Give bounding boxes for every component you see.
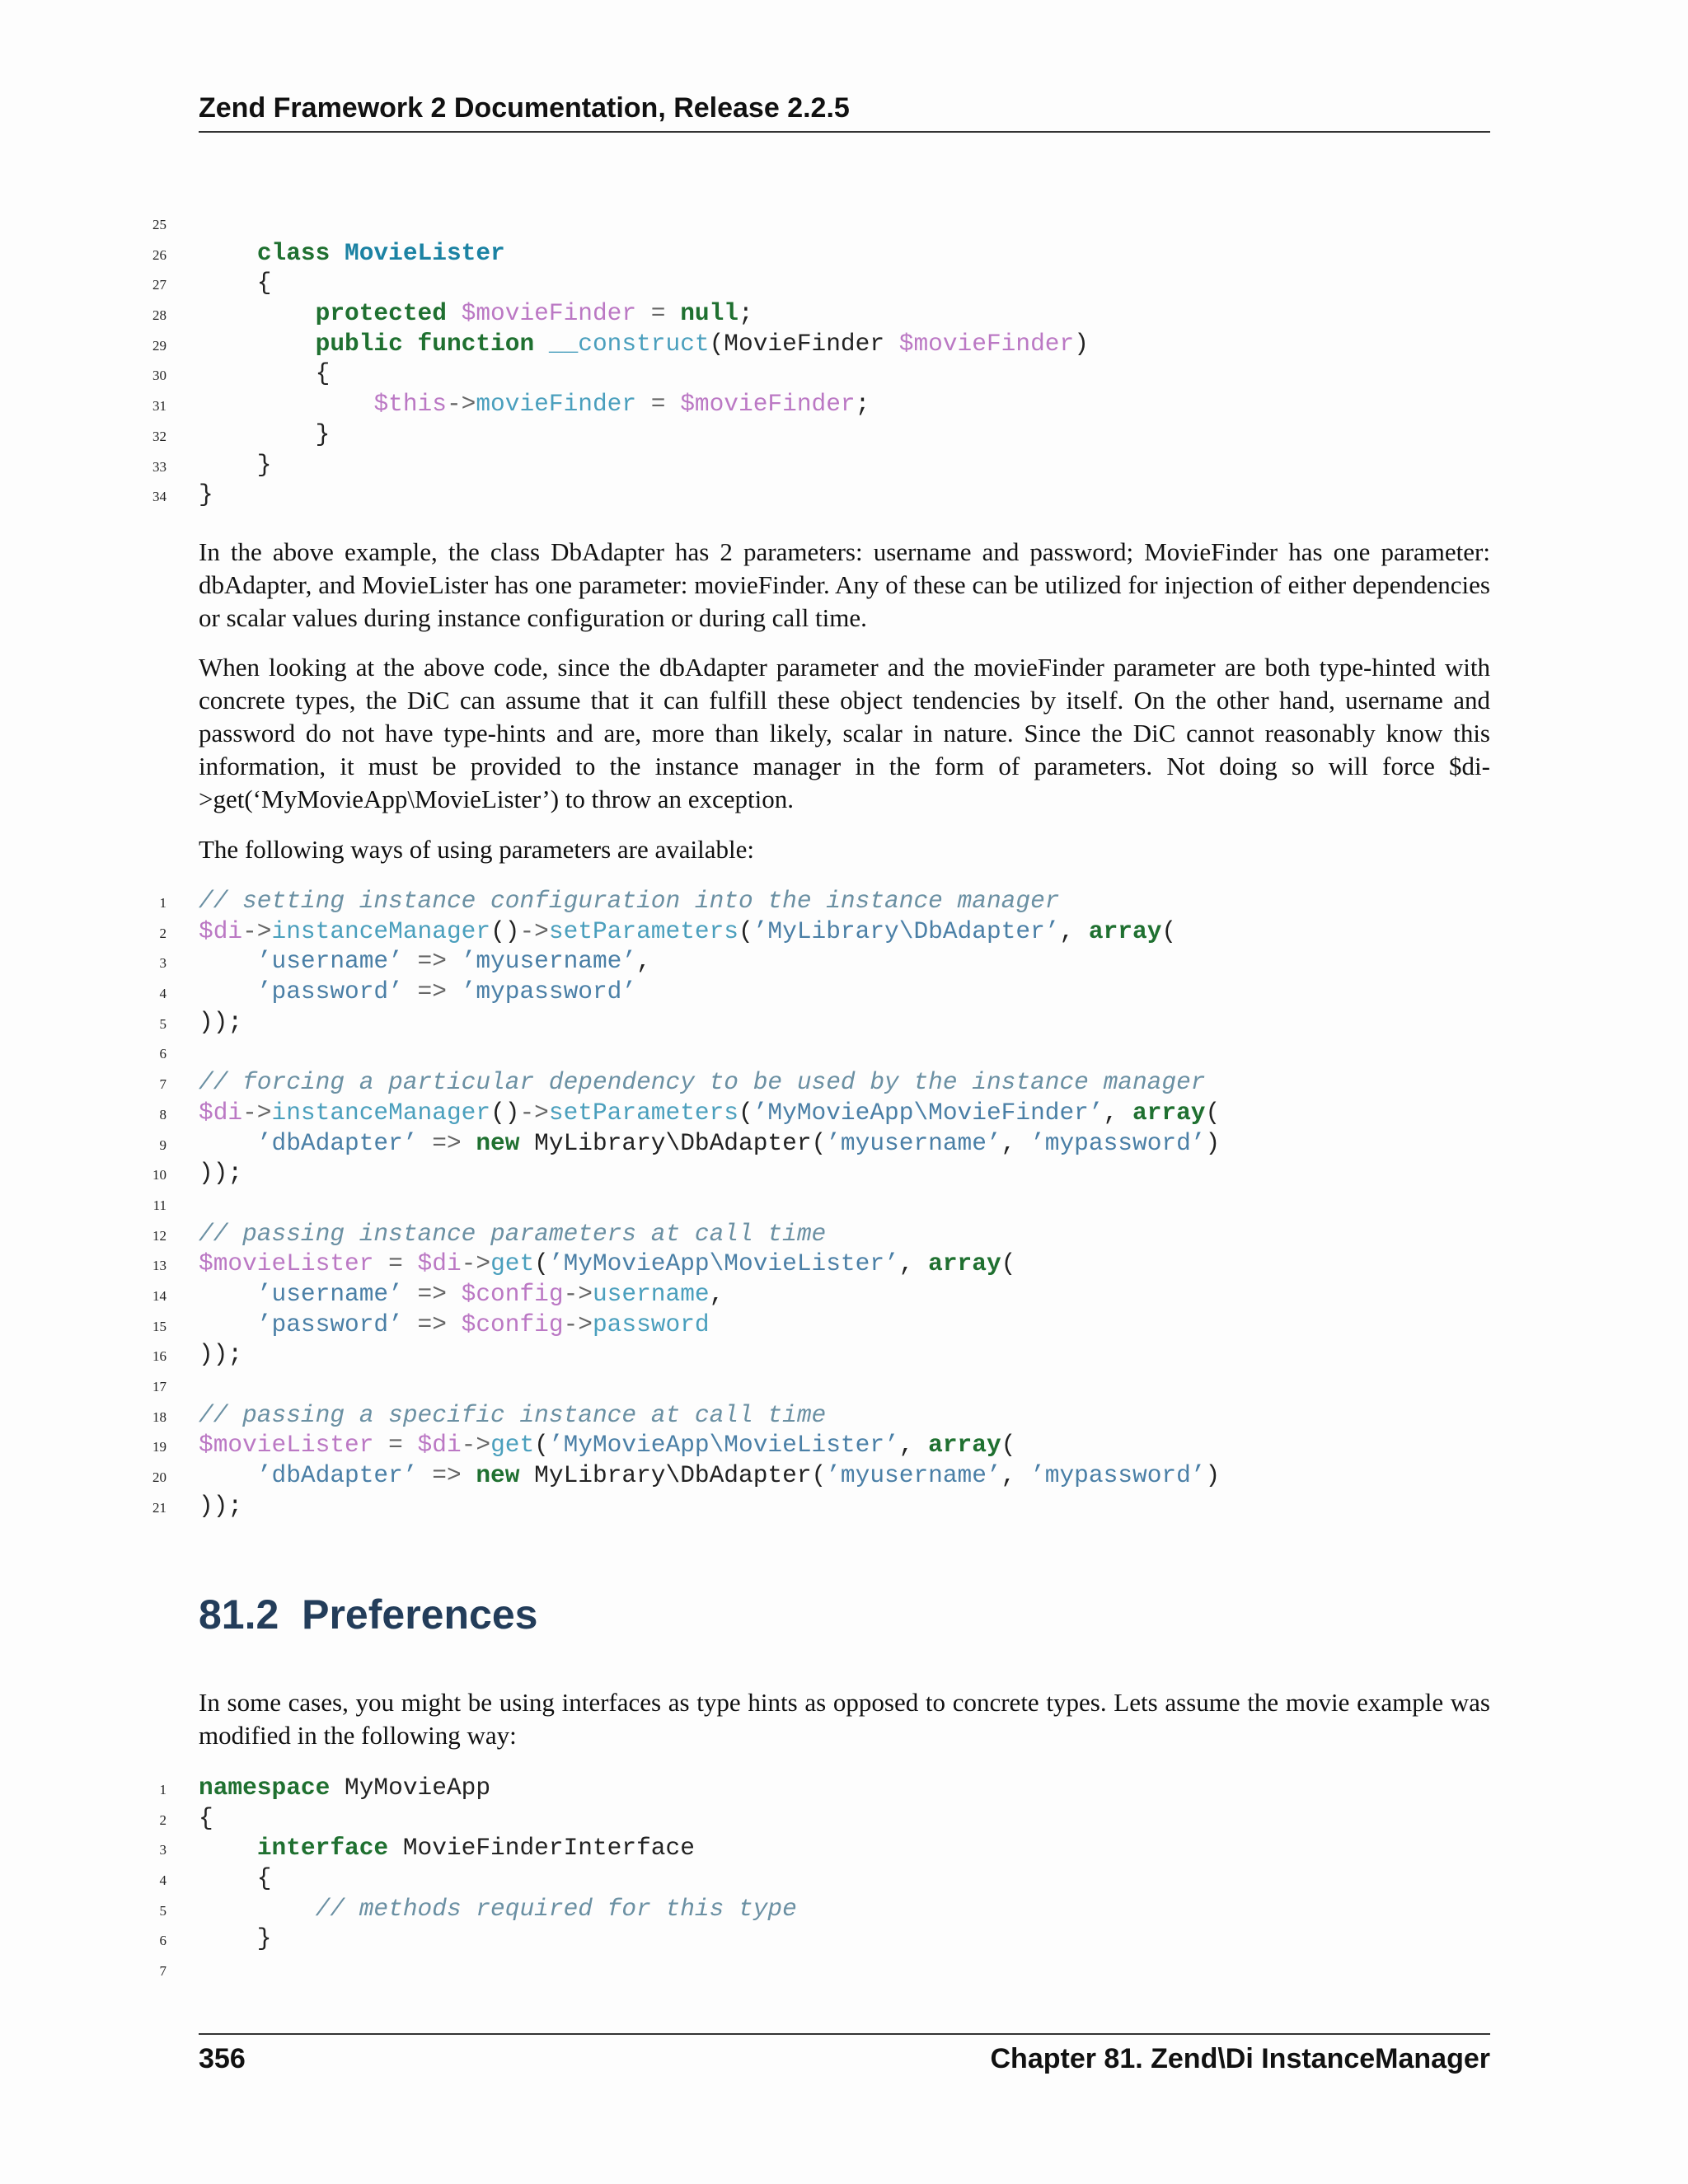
line-number: 19	[152, 1439, 166, 1455]
code-token: setParameters	[548, 916, 739, 945]
code-text	[199, 1924, 272, 1954]
code-token	[418, 1129, 433, 1157]
code-token: $movieFinder	[680, 390, 856, 419]
code-token: ,	[1001, 1461, 1031, 1490]
code-token	[462, 1129, 476, 1157]
code-line	[148, 1400, 827, 1431]
code-token: ’mypassword’	[1030, 1128, 1206, 1157]
line-number: 20	[152, 1469, 166, 1486]
code-text	[199, 1773, 490, 1803]
code-token: =	[388, 1431, 403, 1460]
code-token: ’MyMovieApp\MovieLister’	[548, 1249, 899, 1278]
line-number: 3	[159, 1842, 166, 1858]
code-line	[148, 268, 272, 298]
code-token: (	[738, 916, 753, 945]
code-token: =>	[432, 1461, 462, 1490]
code-line	[148, 946, 651, 977]
code-token	[403, 1431, 418, 1459]
code-token: ’password’	[256, 977, 403, 1006]
code-token: MovieFinderInterface	[388, 1834, 695, 1863]
code-text	[199, 1279, 724, 1310]
code-token	[403, 1249, 418, 1277]
section-number: 81.2	[199, 1591, 279, 1638]
code-token: get	[490, 1431, 535, 1460]
code-token: ->	[461, 1431, 491, 1460]
code-token: ’username’	[256, 1279, 403, 1308]
code-text	[199, 1339, 242, 1370]
code-token: new	[476, 1128, 520, 1157]
code-token: // passing instance parameters at call time	[199, 1219, 827, 1248]
code-token	[462, 1461, 476, 1489]
paragraph-parameters-intro: In the above example, the class DbAdapter has 2 parameters: username and password; MovieFinder has one parameter: dbAdapter, and MovieLister has one parameter: movieFinder. Any of these can be utilized for injection of either dependencies or scalar values during instance configuration or during call time.	[199, 537, 1490, 632]
code-line	[148, 1370, 166, 1400]
line-number: 10	[152, 1167, 166, 1183]
code-token	[199, 1895, 316, 1923]
code-line	[148, 298, 753, 329]
code-line	[148, 1863, 272, 1894]
code-text	[199, 1430, 1015, 1460]
code-token: ,	[709, 1279, 724, 1308]
code-text	[199, 916, 1176, 947]
code-token	[447, 947, 462, 975]
code-token: ’MyMovieApp\MovieLister’	[548, 1431, 899, 1460]
code-token	[447, 1310, 462, 1338]
code-line	[148, 977, 637, 1007]
code-token: ->	[519, 916, 549, 945]
code-line	[148, 1037, 166, 1067]
code-token: ,	[1001, 1128, 1031, 1157]
code-text	[199, 1894, 797, 1924]
code-text	[199, 389, 870, 419]
code-token	[666, 390, 681, 418]
running-header	[199, 92, 1490, 133]
code-line	[148, 389, 870, 419]
code-token: ->	[563, 1310, 593, 1338]
code-token	[403, 330, 418, 358]
code-token	[199, 947, 257, 975]
code-token	[636, 390, 651, 418]
line-number: 2	[159, 925, 166, 941]
code-token: =	[650, 390, 666, 419]
code-token: $di	[417, 1431, 462, 1460]
code-token: ;	[855, 390, 870, 419]
code-text	[199, 1249, 1015, 1279]
paragraph-type-hints: When looking at the above code, since the dbAdapter parameter and the movieFinder parameter are both type-hinted with concrete types, the DiC can assume that it can fulfill these object tendencies by itself. On the other hand, username and password do not have type-hints and are, more than likely, scalar in nature. Since the DiC cannot reasonably know this information, it must be provided to the instance manager in the form of parameters. Not doing so will force $di->get(‘MyMovieApp\MovieLister’) to throw an exception.	[199, 653, 1490, 813]
code-line	[148, 419, 331, 450]
code-token: get	[490, 1249, 535, 1278]
code-line	[148, 1773, 491, 1803]
code-token: ’mypassword’	[1030, 1461, 1206, 1490]
code-token: ’username’	[256, 947, 403, 976]
code-token	[330, 239, 345, 267]
code-token: array	[1132, 1098, 1206, 1127]
code-token	[199, 239, 257, 267]
line-number: 26	[152, 246, 166, 263]
code-line	[148, 450, 272, 480]
code-token: ’password’	[256, 1310, 403, 1338]
code-text	[199, 1007, 242, 1038]
code-token: {	[199, 269, 272, 298]
code-text	[199, 1310, 710, 1340]
code-block-parameters	[148, 886, 1221, 1521]
code-token: ->	[563, 1279, 593, 1308]
code-line	[148, 1339, 243, 1370]
code-token	[199, 977, 257, 1005]
code-token: ->	[242, 916, 272, 945]
chapter-title: Chapter 81. Zend\Di InstanceManager	[990, 2043, 1490, 2074]
line-number: 17	[152, 1379, 166, 1394]
code-text	[199, 329, 1089, 359]
code-text	[199, 1158, 242, 1188]
code-block-interface	[148, 1773, 797, 1985]
code-token: // methods required for this type	[315, 1894, 797, 1923]
line-number: 4	[159, 1872, 166, 1889]
code-token: )	[1074, 329, 1089, 358]
line-number: 13	[152, 1258, 166, 1274]
code-token	[636, 299, 651, 327]
line-number: 21	[152, 1499, 166, 1516]
paragraph-preferences-intro: In some cases, you might be using interfaces as type hints as opposed to concrete types. Lets assume the movie example was modified in the following way:	[199, 1688, 1490, 1750]
code-line	[148, 1158, 243, 1188]
code-token	[447, 1280, 462, 1308]
code-token: ()	[490, 916, 520, 945]
code-token: =>	[417, 977, 447, 1006]
code-line	[148, 329, 1089, 359]
code-token	[199, 330, 316, 358]
code-token: =>	[417, 1279, 447, 1308]
code-line	[148, 1128, 1221, 1159]
line-number: 6	[159, 1046, 166, 1062]
line-number: 7	[159, 1076, 166, 1093]
line-number: 7	[159, 1963, 166, 1980]
code-line	[148, 480, 213, 510]
code-token: $movieLister	[199, 1431, 374, 1460]
code-token: null	[680, 299, 739, 328]
code-text	[199, 1491, 242, 1521]
code-token: (	[1161, 916, 1177, 945]
code-token: $di	[417, 1249, 462, 1278]
code-token: ’myusername’	[826, 1461, 1001, 1490]
page-number: 356	[199, 2043, 246, 2074]
line-number: 3	[159, 955, 166, 972]
code-token	[447, 977, 462, 1005]
code-token: ,	[898, 1249, 929, 1278]
running-footer	[199, 2033, 1490, 2075]
code-token: ,	[898, 1431, 929, 1460]
code-token: $movieFinder	[461, 299, 637, 328]
line-number: 18	[152, 1408, 166, 1425]
code-token: ));	[199, 1159, 243, 1188]
code-token: $di	[199, 916, 243, 945]
code-token	[447, 299, 462, 327]
code-token: MyLibrary\DbAdapter(	[519, 1128, 827, 1157]
code-line	[148, 1491, 243, 1521]
code-token: ’MyLibrary\DbAdapter’	[753, 916, 1060, 945]
code-text	[199, 480, 213, 510]
code-token: // forcing a particular dependency to be used by the instance manager	[199, 1068, 1206, 1097]
code-token: class	[256, 238, 331, 267]
line-number: 15	[152, 1318, 166, 1334]
code-text	[199, 1098, 1220, 1128]
code-token	[418, 1461, 433, 1489]
code-token: public	[315, 329, 403, 358]
code-line	[148, 359, 331, 389]
code-token: =	[650, 299, 666, 328]
code-token	[199, 1129, 257, 1157]
code-token: array	[1088, 916, 1162, 945]
code-text	[199, 298, 753, 329]
code-token: $config	[461, 1310, 564, 1338]
code-line	[148, 1219, 827, 1249]
line-number: 27	[152, 277, 166, 293]
code-token	[403, 1280, 418, 1308]
code-token: ));	[199, 1491, 243, 1520]
code-token: function	[417, 329, 535, 358]
code-token: $di	[199, 1098, 243, 1127]
code-line	[148, 1803, 213, 1834]
code-token: ->	[446, 390, 476, 419]
code-token: ,	[636, 947, 651, 976]
line-number: 33	[152, 458, 166, 475]
code-token: $movieFinder	[898, 329, 1075, 358]
line-number: 8	[159, 1106, 166, 1122]
line-number: 16	[152, 1348, 166, 1365]
code-line	[148, 1460, 1221, 1491]
code-token: $movieLister	[199, 1249, 374, 1278]
code-token: )	[1205, 1128, 1221, 1157]
code-token: =	[388, 1249, 403, 1278]
code-token	[373, 1249, 388, 1277]
code-text	[199, 1863, 272, 1894]
line-number: 9	[159, 1137, 166, 1153]
line-number: 30	[152, 368, 166, 384]
code-token: $this	[373, 390, 447, 419]
code-line	[148, 1310, 710, 1340]
code-token: ()	[490, 1098, 520, 1127]
code-text	[199, 450, 272, 480]
code-token: instanceManager	[271, 916, 491, 945]
code-token: (	[534, 1249, 549, 1278]
code-token: }	[199, 1924, 272, 1953]
code-token: ,	[1103, 1098, 1132, 1127]
code-token: username	[592, 1279, 710, 1308]
code-token	[666, 299, 681, 327]
code-token: {	[199, 1803, 213, 1832]
code-token: array	[928, 1249, 1001, 1278]
code-token	[199, 1834, 257, 1862]
code-text	[199, 946, 651, 977]
code-text	[199, 1067, 1206, 1098]
code-token: ,	[1059, 916, 1089, 945]
code-token	[199, 1280, 257, 1308]
code-token: }	[199, 480, 213, 509]
code-token: (	[738, 1098, 753, 1127]
code-token: ’myusername’	[826, 1128, 1001, 1157]
code-token	[373, 1431, 388, 1459]
code-line	[148, 1249, 1016, 1279]
code-block-movielister	[148, 208, 1089, 510]
code-token: =>	[417, 1310, 447, 1338]
code-token: ));	[199, 1340, 243, 1369]
code-token: )	[1205, 1461, 1221, 1490]
code-token: // passing a specific instance at call time	[199, 1400, 827, 1429]
code-token	[403, 1310, 418, 1338]
code-line	[148, 916, 1177, 947]
code-line	[148, 1067, 1206, 1098]
code-token: __construct	[548, 329, 710, 358]
line-number: 4	[159, 986, 166, 1002]
code-token: array	[928, 1431, 1001, 1460]
code-token: ’dbAdapter’	[256, 1461, 418, 1490]
code-text	[199, 1803, 213, 1834]
line-number: 31	[152, 398, 166, 415]
code-token: MyLibrary\DbAdapter(	[519, 1461, 827, 1490]
code-token: ->	[461, 1249, 491, 1278]
code-token: ));	[199, 1007, 243, 1036]
code-token: ’MyMovieApp\MovieFinder’	[753, 1098, 1104, 1127]
code-text	[199, 977, 636, 1007]
code-token: =>	[432, 1128, 462, 1157]
code-token: namespace	[199, 1774, 331, 1802]
line-number: 2	[159, 1811, 166, 1828]
code-token: (	[1205, 1098, 1221, 1127]
code-token: movieFinder	[476, 390, 637, 419]
code-line	[148, 208, 166, 238]
code-token	[199, 1310, 257, 1338]
code-line	[148, 1894, 797, 1924]
paragraph-ways-list-intro: The following ways of using parameters are available:	[199, 835, 755, 864]
code-token: MovieLister	[345, 238, 505, 267]
code-line	[148, 886, 1060, 916]
code-token: (	[1001, 1249, 1016, 1278]
code-token: (	[1001, 1431, 1016, 1460]
code-token: (	[534, 1431, 549, 1460]
line-number: 1	[159, 1782, 166, 1797]
code-token	[403, 947, 418, 975]
code-line	[148, 1279, 724, 1310]
code-line	[148, 1007, 243, 1038]
line-number: 32	[152, 428, 166, 444]
code-text	[199, 268, 272, 298]
code-line	[148, 1430, 1016, 1460]
code-token: setParameters	[548, 1098, 739, 1127]
code-line	[148, 1924, 272, 1954]
code-token: // setting instance configuration into the instance manager	[199, 887, 1060, 915]
code-line	[148, 1833, 695, 1863]
code-token: {	[199, 1864, 272, 1893]
code-token: interface	[256, 1834, 389, 1863]
code-text	[199, 886, 1059, 916]
code-token	[199, 299, 316, 327]
code-token: ’myusername’	[461, 947, 637, 976]
line-number: 34	[152, 489, 166, 505]
code-line	[148, 238, 505, 269]
code-token: new	[476, 1461, 520, 1490]
code-token: MyMovieApp	[330, 1774, 491, 1802]
code-token: (MovieFinder	[709, 329, 899, 358]
line-number: 11	[152, 1197, 166, 1213]
line-number: 5	[159, 1015, 166, 1032]
line-number: 1	[159, 895, 166, 911]
code-token: protected	[315, 299, 447, 328]
code-token: =>	[417, 947, 447, 976]
code-text	[199, 238, 505, 269]
section-heading	[199, 1591, 537, 1638]
code-token	[199, 1461, 257, 1489]
code-line	[148, 1188, 166, 1219]
document-title: Zend Framework 2 Documentation, Release 2.2.5	[199, 92, 850, 124]
code-token	[403, 977, 418, 1005]
code-token	[534, 330, 549, 358]
code-text	[199, 1128, 1220, 1159]
code-token: ->	[519, 1098, 549, 1127]
code-token: }	[199, 450, 272, 479]
code-text	[199, 1460, 1220, 1491]
code-token: $config	[461, 1279, 564, 1308]
code-text	[199, 1219, 826, 1249]
code-token: }	[199, 419, 331, 448]
code-token: ’mypassword’	[461, 977, 637, 1006]
line-number: 29	[152, 337, 166, 354]
code-line	[148, 1098, 1221, 1128]
code-token: {	[199, 359, 331, 388]
code-line	[148, 1954, 166, 1985]
code-token	[199, 390, 373, 418]
code-token: password	[592, 1310, 710, 1338]
code-token: ->	[242, 1098, 272, 1127]
line-number: 25	[152, 217, 166, 232]
line-number: 12	[152, 1227, 166, 1244]
code-text	[199, 1833, 695, 1863]
code-text	[199, 359, 330, 389]
code-token: ;	[738, 299, 753, 328]
code-token: ’dbAdapter’	[256, 1128, 418, 1157]
code-text	[199, 419, 330, 450]
code-token: instanceManager	[271, 1098, 491, 1127]
line-number: 6	[159, 1933, 166, 1949]
line-number: 5	[159, 1902, 166, 1919]
section-title-text: Preferences	[302, 1591, 538, 1638]
line-number: 28	[152, 307, 166, 324]
code-text	[199, 1400, 826, 1431]
line-number: 14	[152, 1287, 166, 1304]
